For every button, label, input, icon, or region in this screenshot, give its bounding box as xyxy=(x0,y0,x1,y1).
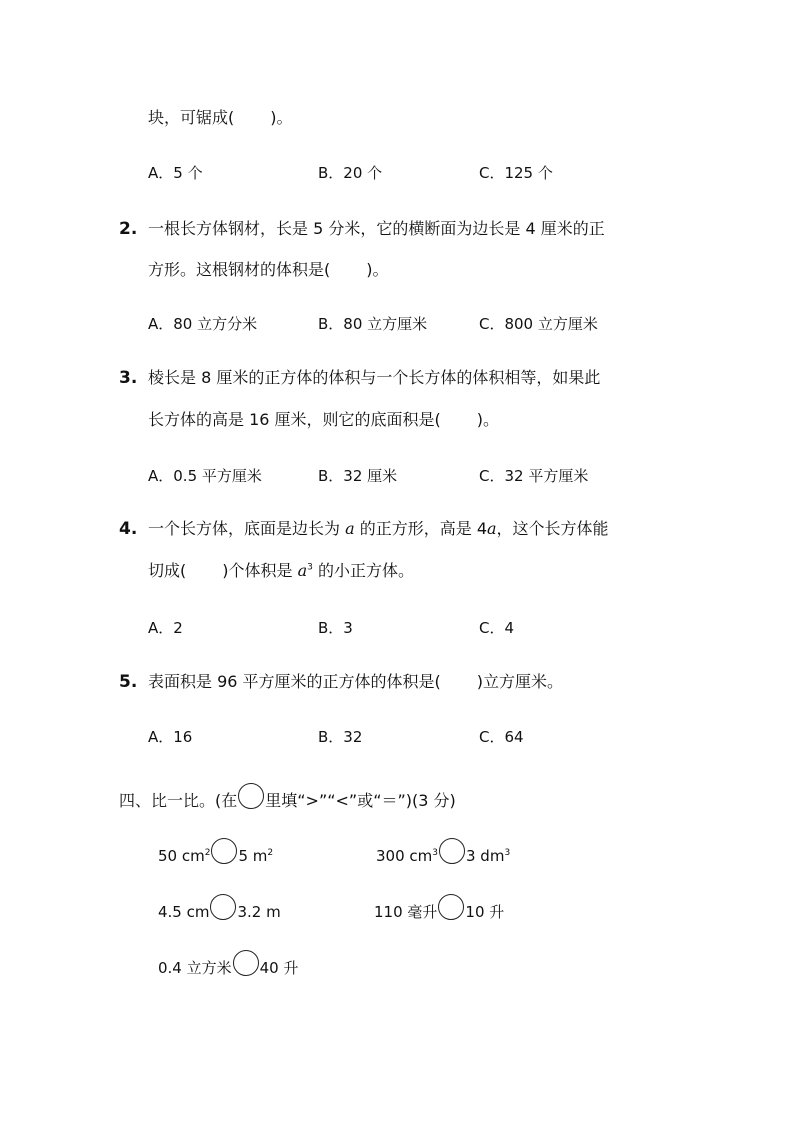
q4-line1 xyxy=(148,519,609,539)
compare-circle-icon[interactable] xyxy=(211,838,237,864)
compare-item-4 xyxy=(374,894,504,925)
q4-text-b: 的正方形，高是 4 xyxy=(354,519,487,538)
section4-title-b: 里填“>”“<”或“＝”)(3 分) xyxy=(265,791,456,810)
q2-number: 2. xyxy=(119,219,138,239)
exponent: 3 xyxy=(504,848,511,858)
compare-left: 50 cm xyxy=(158,847,205,865)
q4-option-c: C．4 xyxy=(479,619,515,637)
q3-number: 3. xyxy=(119,368,138,388)
section4-title xyxy=(119,783,456,811)
compare-left: 110 毫升 xyxy=(374,903,438,921)
compare-left: 4.5 cm xyxy=(158,903,210,921)
compare-right: 40 升 xyxy=(259,959,299,977)
compare-item-1 xyxy=(158,838,273,869)
q4-text-e: )个体积是 xyxy=(222,561,298,580)
q5-option-b: B．32 xyxy=(318,728,363,746)
q2-line1: 一根长方体钢材，长是 5 分米，它的横断面为边长是 4 厘米的正 xyxy=(148,219,605,238)
q2-text-end: )。 xyxy=(366,260,389,279)
q2-line2 xyxy=(148,260,389,280)
q4-option-b: B．3 xyxy=(318,619,353,637)
q5-option-c: C．64 xyxy=(479,728,524,746)
q5-number: 5. xyxy=(119,672,138,692)
compare-item-3 xyxy=(158,894,281,925)
q1-text: 块，可锯成( xyxy=(148,108,235,127)
compare-left: 0.4 立方米 xyxy=(158,959,232,977)
exponent: 3 xyxy=(432,848,438,858)
q5-text: 表面积是 96 平方厘米的正方体的体积是( xyxy=(148,672,441,691)
q1-text-end: )。 xyxy=(270,108,293,127)
exponent: 2 xyxy=(267,848,274,858)
section4-title-a: 四、比一比。(在 xyxy=(119,791,238,810)
q5-line1 xyxy=(148,672,563,692)
q3-option-b: B．32 厘米 xyxy=(318,467,398,485)
q2-option-c: C．800 立方厘米 xyxy=(479,315,598,333)
q1-option-a: A．5 个 xyxy=(148,164,203,182)
compare-circle-icon[interactable] xyxy=(439,838,465,864)
compare-circle-icon[interactable] xyxy=(233,950,259,976)
compare-right: 3.2 m xyxy=(237,903,281,921)
compare-item-2 xyxy=(376,838,510,869)
compare-circle-icon xyxy=(238,783,264,809)
q3-text-end: )。 xyxy=(476,410,500,429)
compare-circle-icon[interactable] xyxy=(210,894,236,920)
q4-line2 xyxy=(148,561,414,581)
compare-right: 10 升 xyxy=(465,903,505,921)
q3-option-a: A．0.5 平方厘米 xyxy=(148,467,262,485)
q2-text: 方形。这根钢材的体积是( xyxy=(148,260,331,279)
q4-option-a: A．2 xyxy=(148,619,183,637)
variable-a: a xyxy=(487,519,497,538)
exponent: 3 xyxy=(307,562,313,573)
q4-text-c: ，这个长方体能 xyxy=(496,519,609,538)
variable-a: a xyxy=(297,561,308,580)
q3-line2 xyxy=(148,410,499,430)
q5-text-end: )立方厘米。 xyxy=(476,672,564,691)
q3-line1: 棱长是 8 厘米的正方体的体积与一个长方体的体积相等，如果此 xyxy=(148,368,601,387)
q4-text-d: 切成( xyxy=(148,561,187,580)
q1-option-b: B．20 个 xyxy=(318,164,383,182)
exponent: 2 xyxy=(204,848,211,858)
compare-circle-icon[interactable] xyxy=(438,894,464,920)
compare-left: 300 cm xyxy=(376,847,433,865)
compare-item-5 xyxy=(158,950,298,981)
q3-text: 长方体的高是 16 厘米，则它的底面积是( xyxy=(148,410,441,429)
q1-line2 xyxy=(148,108,293,128)
q4-text-a: 一个长方体，底面是边长为 xyxy=(148,519,346,538)
q4-number: 4. xyxy=(119,519,138,539)
q4-text-f: 的小正方体。 xyxy=(312,561,414,580)
variable-a: a xyxy=(345,519,355,538)
q2-option-a: A．80 立方分米 xyxy=(148,315,258,333)
q2-option-b: B．80 立方厘米 xyxy=(318,315,428,333)
q3-option-c: C．32 平方厘米 xyxy=(479,467,589,485)
compare-right: 3 dm xyxy=(466,847,505,865)
compare-right: 5 m xyxy=(238,847,268,865)
q1-option-c: C．125 个 xyxy=(479,164,553,182)
q5-option-a: A．16 xyxy=(148,728,193,746)
